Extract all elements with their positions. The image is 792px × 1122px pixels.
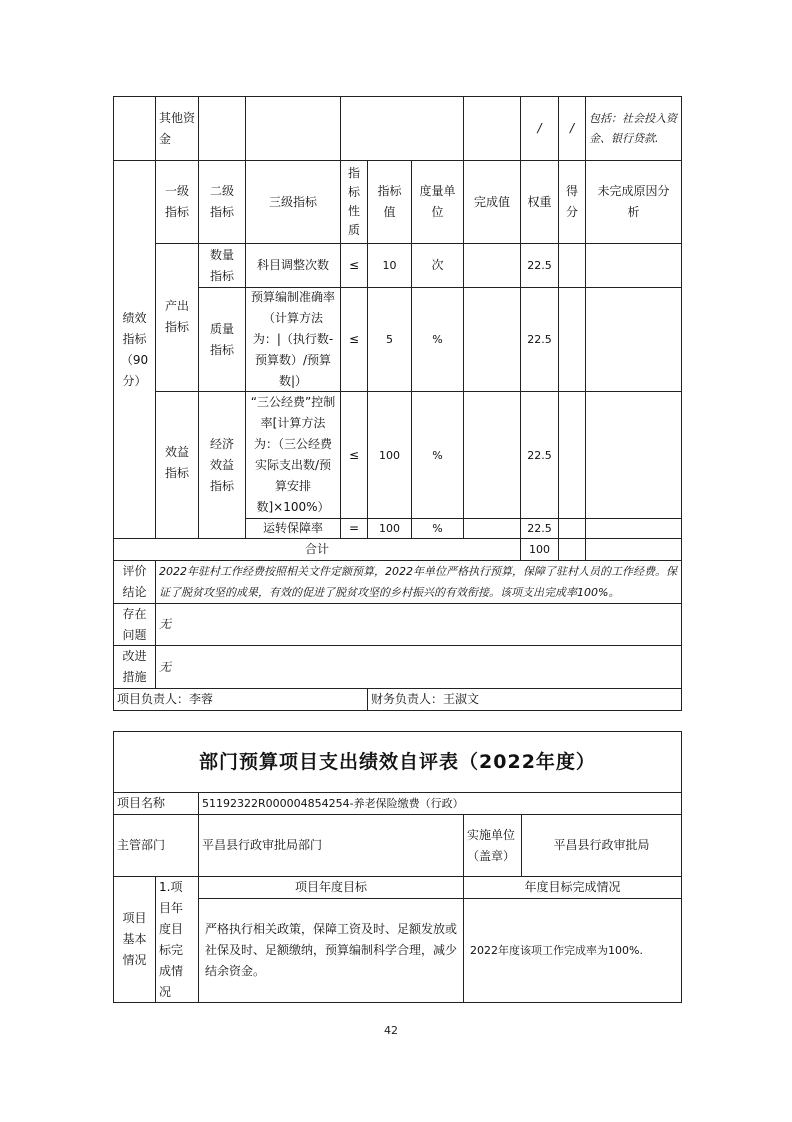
table2-title: 部门预算项目支出绩效自评表（2022年度） [113,731,682,793]
row-actual [463,518,521,539]
row-reason [585,287,682,392]
row-nature: = [340,518,368,539]
header-weight: 权重 [520,160,559,244]
project-lead: 项目负责人：李蓉 [113,688,368,711]
basic-info-label: 项目基本情况 [113,876,156,1003]
output-indicator-label: 产出指标 [155,243,199,392]
row-nature: ≤ [340,391,368,519]
finance-lead: 财务负责人：王淑文 [367,688,682,711]
other-funds-col-b: / [558,96,586,161]
row-score [558,518,586,539]
row-reason [585,518,682,539]
row-value: 10 [367,243,412,288]
row-unit: 次 [411,243,464,288]
problems-text: 无 [155,603,682,646]
done-text: 2022年度该项工作完成率为100%. [463,898,682,1003]
other-funds-blank [113,96,156,161]
row-level2: 经济效益指标 [198,391,246,539]
evaluation-text: 2022年驻村工作经费按照相关文件定额预算，2022年单位严格执行预算，保障了驻村人员的工作经费。保证了脱贫攻坚的成果，有效的促进了脱贫攻坚的乡村振兴的有效衔接。该项支出完成率100%。 [155,560,682,604]
header-score: 得分 [558,160,586,244]
row-score [558,287,586,392]
row-weight: 22.5 [520,287,559,392]
row-score [558,243,586,288]
row-level3: 预算编制准确率（计算方法为：|（执行数-预算数）/预算数|） [245,287,341,392]
row-weight: 22.5 [520,243,559,288]
row-reason [585,391,682,519]
total-reason [585,538,682,561]
goal-text: 严格执行相关政策，保障工资及时、足额发放或社保及时、足额缴纳，预算编制科学合理，减少结余资金。 [198,898,464,1003]
row-value: 100 [367,391,412,519]
project-name-label: 项目名称 [113,792,199,815]
total-weight: 100 [520,538,559,561]
row-nature: ≤ [340,287,368,392]
other-funds-cell [463,96,521,161]
header-actual: 完成值 [463,160,521,244]
row-value: 5 [367,287,412,392]
other-funds-note: 包括：社会投入资金、银行贷款. [585,96,682,161]
row-unit: % [411,518,464,539]
evaluation-label: 评价结论 [113,560,156,604]
total-score [558,538,586,561]
other-funds-cell [198,96,246,161]
impl-value: 平昌县行政审批局 [521,814,682,877]
header-level1: 一级指标 [155,160,199,244]
improve-text: 无 [155,645,682,689]
row-weight: 22.5 [520,391,559,519]
other-funds-cell [245,96,341,161]
header-level2: 二级指标 [198,160,246,244]
dept-label: 主管部门 [113,814,199,877]
row-level3: 运转保障率 [245,518,341,539]
other-funds-cell [340,96,464,161]
header-value: 指标值 [367,160,412,244]
improve-label: 改进措施 [113,645,156,689]
row-unit: % [411,287,464,392]
other-funds-label: 其他资金 [155,96,199,161]
row-reason [585,243,682,288]
row-weight: 22.5 [520,518,559,539]
header-unit: 度量单位 [411,160,464,244]
goal-header: 项目年度目标 [198,876,464,899]
benefit-indicator-label: 效益指标 [155,391,199,539]
row-actual [463,287,521,392]
row-level3: “三公经费”控制率[计算方法为：（三公经费实际支出数/预算安排数]×100%） [245,391,341,519]
row-unit: % [411,391,464,519]
row-nature: ≤ [340,243,368,288]
row-actual [463,243,521,288]
problems-label: 存在问题 [113,603,156,646]
row-score [558,391,586,519]
row-level3: 科目调整次数 [245,243,341,288]
project-name-value: 51192322R000004854254-养老保险缴费（行政） [198,792,682,815]
other-funds-col-a: / [520,96,559,161]
annual-goal-sublabel: 1.项目年度目标完成情况 [155,876,199,1003]
total-label: 合计 [113,538,521,561]
row-level2: 数量指标 [198,243,246,288]
dept-value: 平昌县行政审批局部门 [198,814,464,877]
page-number: 42 [384,1024,398,1037]
impl-label: 实施单位（盖章） [463,814,522,877]
row-actual [463,391,521,519]
row-level2: 质量指标 [198,287,246,392]
header-reason: 未完成原因分析 [585,160,682,244]
header-level3: 三级指标 [245,160,341,244]
perf-indicators-label: 绩效指标（90分） [113,160,156,539]
done-header: 年度目标完成情况 [463,876,682,899]
header-nature: 指标性质 [340,160,368,244]
row-value: 100 [367,518,412,539]
